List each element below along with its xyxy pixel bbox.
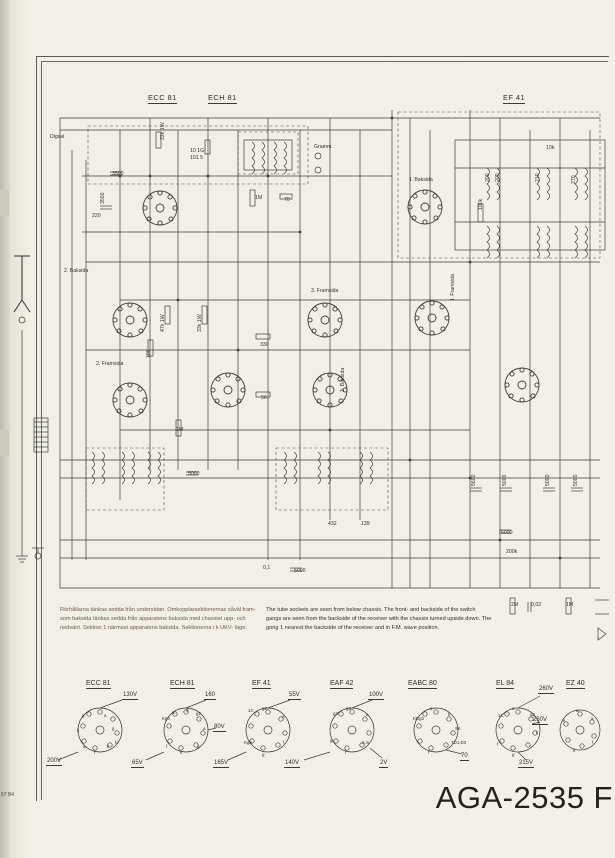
note-english: The tube sockets are seen from below chassis. The front- and backside of the switch gangs are seen from the backside of the receiver with the chassis turned upside down. The gong 1 nearest the backside of the receiver and in F.M. wave position. bbox=[266, 607, 492, 632]
value-101-5: 101 5 bbox=[190, 155, 203, 161]
label-gang2-frontside: 2. Framsida bbox=[96, 361, 124, 367]
value-5000-a: 5000 bbox=[188, 471, 200, 477]
tube-label-ech81-top: ECH 81 bbox=[208, 93, 237, 102]
pin-eaf42-4: g bbox=[330, 738, 333, 743]
value-330: 330 bbox=[260, 342, 269, 348]
voltage-ecc81-130v: 130V bbox=[123, 692, 138, 698]
value-3500-b: 3500 bbox=[100, 192, 106, 204]
voltage-ech81-80v: 80V bbox=[214, 724, 225, 730]
value-432: 432 bbox=[328, 521, 337, 527]
tube-label-ef41-top: EF 41 bbox=[503, 93, 526, 102]
pin-eaf42-3: a bbox=[366, 712, 369, 717]
pin-ecc81-1: g bbox=[82, 713, 85, 718]
pin-ech81-5: k bbox=[180, 750, 183, 755]
value-22k1w: 22k 1W bbox=[160, 122, 166, 140]
voltage-ech81-65v: 65V bbox=[132, 760, 143, 766]
sheet-corner-mark: 57 B4 bbox=[1, 792, 15, 798]
value-200-a: 200 bbox=[485, 173, 491, 182]
socket-label-ecc81: ECC 81 bbox=[86, 680, 111, 687]
value-200k: 200k bbox=[506, 549, 518, 555]
value-5000-d: 5000 bbox=[573, 474, 579, 486]
pin-ecc81-8: fc bbox=[115, 740, 119, 745]
value-5000-f: 5000 bbox=[294, 568, 306, 574]
pin-el84-5: g bbox=[512, 752, 515, 757]
value-200-b: 200 bbox=[495, 173, 501, 182]
voltage-ech81-160: 160 bbox=[205, 692, 216, 698]
pin-ecc81-4: a bbox=[104, 713, 107, 718]
value-33k1w: 33k 1W bbox=[197, 314, 203, 332]
label-gang3-frontside: 3. Framsida bbox=[311, 288, 339, 294]
note-swedish: Rörhållarna tänkas sedda från undersidan. Omkopplarsektionernas såväl fram- som baksida tänkas sedda från apparatens baksida med chassiet upp- och nedvänt. Sektion 1 närmast apparatens baksida. Sektionerna i k UKV- läge. bbox=[60, 607, 256, 632]
pin-ecc81-2: k bbox=[77, 728, 80, 733]
socket-label-ef41: EF 41 bbox=[252, 680, 271, 687]
pin-ecc81-5: g bbox=[112, 726, 115, 731]
value-56: 56 bbox=[261, 395, 267, 401]
voltage-el84-250v: 250V bbox=[533, 717, 548, 723]
pin-el84-3: g2 bbox=[530, 712, 535, 717]
pin-ef41-5: g bbox=[262, 752, 265, 757]
voltage-ef41-165v: 165V bbox=[214, 760, 229, 766]
tube-label-ecc81-top: ECC 81 bbox=[148, 93, 177, 102]
value-002: 0,02 bbox=[531, 602, 542, 608]
label-gang1-backside: I. Baksida bbox=[410, 177, 433, 183]
socket-label-eaf42: EAF 42 bbox=[330, 680, 354, 687]
pin-ecc81-6: k bbox=[107, 744, 110, 749]
value-100k: 100k bbox=[478, 198, 484, 210]
pin-eabc80-3: k bbox=[448, 712, 451, 717]
voltage-ecc81-200v: 200V bbox=[47, 758, 62, 764]
value-5600: 5600 bbox=[471, 474, 477, 486]
pin-ef41-2: g2 bbox=[262, 706, 267, 711]
voltage-eaf42-100v: 100V bbox=[369, 692, 384, 698]
value-139: 139 bbox=[361, 521, 370, 527]
pin-ef41-4: Kg3 bbox=[244, 740, 252, 745]
pin-ech81-6: f bbox=[166, 744, 168, 749]
pin-eabc80-1: KDg3 bbox=[413, 716, 424, 721]
value-220: 220 bbox=[92, 213, 101, 219]
pin-ech81-3: a bbox=[203, 726, 206, 731]
pin-ech81-8: g bbox=[186, 707, 189, 712]
value-2m: 2M bbox=[511, 602, 519, 608]
value-5000-e: 5000 bbox=[501, 530, 513, 536]
value-1m-c: 1M bbox=[566, 602, 574, 608]
voltage-el84-215v: 215V bbox=[519, 760, 534, 766]
value-10-1g: 10 1G bbox=[190, 148, 205, 154]
label-digsal: Digsal bbox=[50, 134, 65, 140]
pin-eaf42-5: K.S bbox=[362, 740, 370, 745]
value-1m-b: 1M bbox=[176, 427, 184, 433]
pin-eaf42-2: g3 bbox=[346, 706, 351, 711]
value-10k: 10k bbox=[546, 145, 555, 151]
pin-ef41-1: 1C bbox=[248, 708, 254, 713]
value-47k1w: 47k 1W bbox=[160, 314, 166, 332]
page-title: AGA-2535 F bbox=[435, 780, 613, 815]
pin-ech81-4: g bbox=[197, 744, 200, 749]
pin-ech81-2: g2 bbox=[196, 711, 201, 716]
value-100: 100 bbox=[146, 349, 152, 358]
pin-eaf42-6: f bbox=[345, 750, 347, 755]
label-gramm: Gramm. bbox=[314, 144, 333, 150]
label-gang3-backside: 3. Baksida bbox=[340, 367, 346, 392]
pin-el84-6: f bbox=[497, 742, 499, 747]
value-5000-b: 5000 bbox=[502, 474, 508, 486]
voltage-ef41-55v: 55V bbox=[289, 692, 300, 698]
voltage-el84-260v: 260V bbox=[539, 686, 554, 692]
pin-eabc80-5: TD1,D3 bbox=[451, 740, 467, 745]
value-210: 210 bbox=[535, 173, 541, 182]
pin-eabc80-6: f bbox=[428, 750, 430, 755]
value-3500-a: 3500 bbox=[112, 171, 124, 177]
pin-el84-2: a bbox=[512, 706, 515, 711]
pin-ez40-5: k bbox=[573, 748, 576, 753]
pin-eaf42-1: g2 bbox=[333, 711, 338, 716]
value-01: 0,1 bbox=[263, 565, 271, 571]
value-270: 270 bbox=[571, 175, 577, 184]
label-gang1-frontside: I. Framsida bbox=[450, 274, 456, 300]
pin-eabc80-4: SK bbox=[455, 726, 461, 731]
socket-label-el84: EL 84 bbox=[496, 680, 515, 687]
pin-ech81-1: Kg3 bbox=[162, 716, 170, 721]
socket-label-ech81: ECH 81 bbox=[170, 680, 195, 687]
voltage-eaf42-2v: 2V bbox=[380, 760, 388, 766]
pin-ez40-1: k bbox=[563, 718, 566, 723]
pin-ecc81-3: a bbox=[83, 744, 86, 749]
pin-ech81-7: a bbox=[172, 710, 175, 715]
pin-ez40-3: a bbox=[591, 716, 594, 721]
value-70: 70 bbox=[284, 197, 290, 203]
pin-ecc81-7: f bbox=[94, 750, 96, 755]
socket-label-eabc80: EABC 80 bbox=[408, 680, 437, 687]
pin-ez40-2: a bbox=[576, 708, 579, 713]
label-gang2-backside: 2. Baksida bbox=[64, 268, 89, 274]
value-1m-a: 1M bbox=[255, 195, 263, 201]
voltage-eabc80-70: 70 bbox=[461, 753, 468, 759]
voltage-eaf42-140v: 140V bbox=[285, 760, 300, 766]
pin-ez40-4: f bbox=[592, 740, 594, 745]
pin-ef41-3: a bbox=[282, 714, 285, 719]
pin-ef41-6: f bbox=[283, 740, 285, 745]
value-5000-c: 5000 bbox=[545, 474, 551, 486]
pin-eabc80-2: a bbox=[430, 706, 433, 711]
pin-el84-1: 1C bbox=[498, 713, 504, 718]
pin-el84-4: k bbox=[536, 730, 539, 735]
socket-label-ez40: EZ 40 bbox=[566, 680, 585, 687]
